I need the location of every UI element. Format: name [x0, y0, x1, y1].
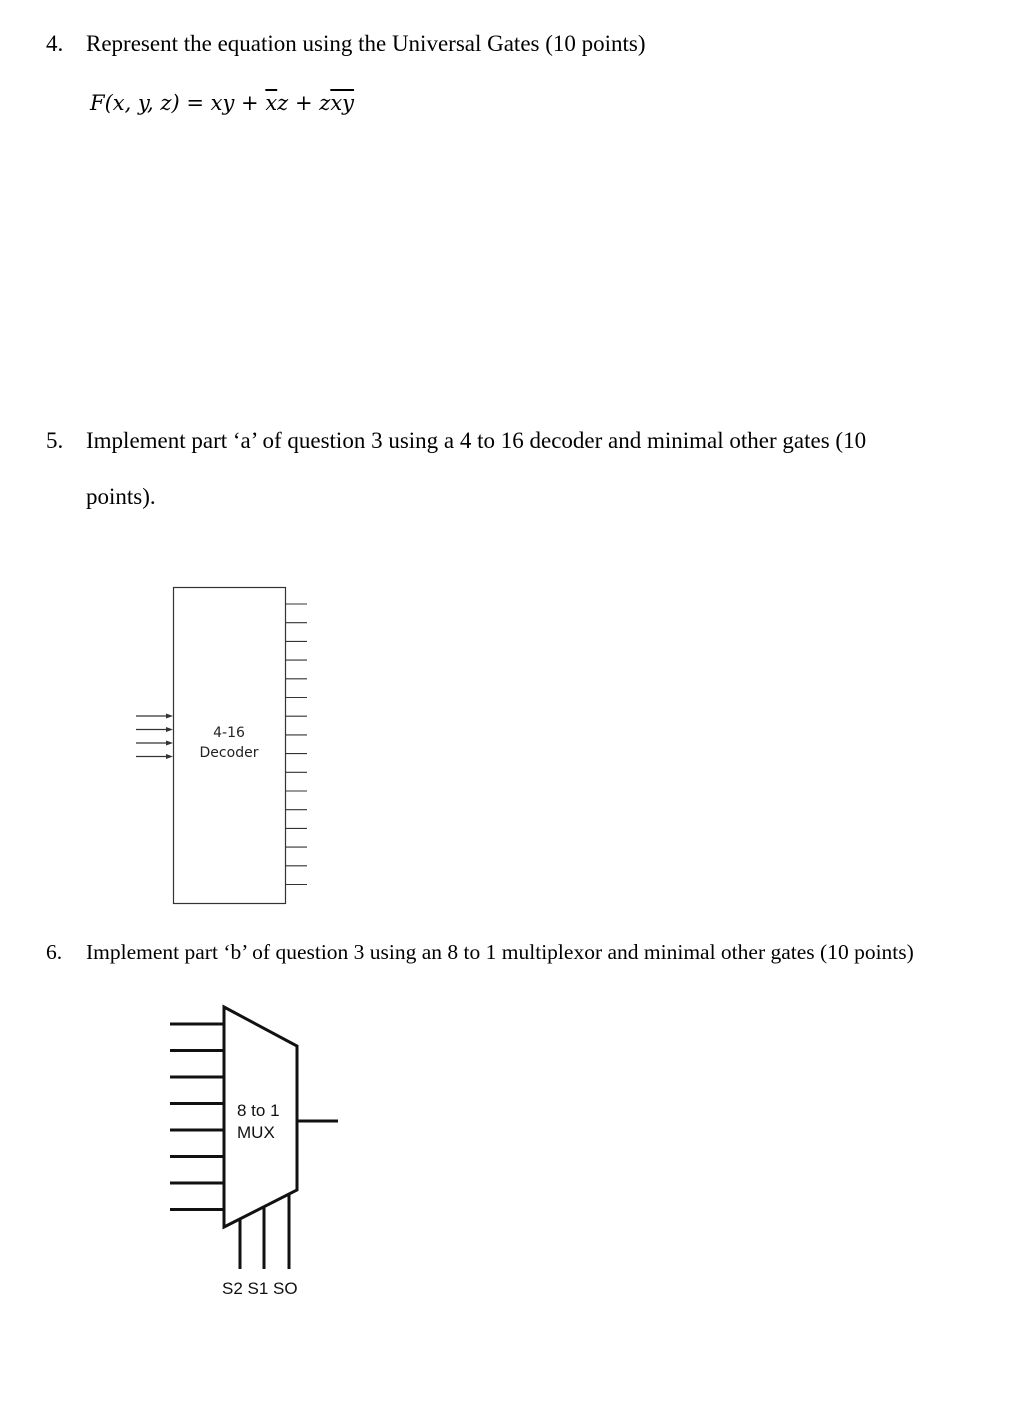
- equation-term-3: [319, 91, 354, 115]
- decoder-output-lines: [286, 604, 308, 885]
- equation-term-2: [265, 91, 288, 115]
- decoder-input-lines: [136, 714, 173, 760]
- mux-select-labels: S2 S1 SO: [222, 1279, 298, 1298]
- question-5-number: 5.: [46, 428, 64, 453]
- question-6-text: Implement part ‘b’ of question 3 using an 8 to 1 multiplexor and minimal other gates (10 points): [86, 940, 914, 964]
- mux-label-line2: MUX: [237, 1123, 275, 1142]
- question-4-number: 4.: [46, 31, 64, 56]
- decoder-input-arrow: [166, 714, 173, 719]
- decoder-label-line1: 4-16: [213, 725, 245, 741]
- equation-term-2-rest: z: [277, 91, 289, 115]
- equation-term-3-bar: $\overline{xy}$: [330, 91, 355, 115]
- decoder-label-line2: Decoder: [199, 745, 259, 761]
- question-6-number: 6.: [46, 940, 63, 964]
- question-5-text-line1: Implement part ‘a’ of question 3 using a 4 to 16 decoder and minimal other gates (10: [86, 428, 867, 453]
- equation: [90, 91, 354, 115]
- decoder-input-arrow: [166, 727, 173, 732]
- question-4-text: Represent the equation using the Universal Gates (10 points): [86, 31, 646, 56]
- decoder-input-arrow: [166, 754, 173, 759]
- decoder-input-arrow: [166, 741, 173, 746]
- decoder-label: [174, 723, 284, 763]
- equation-plus-1: +: [241, 91, 259, 115]
- equation-equals: =: [186, 91, 204, 115]
- equation-term-3-pre: z: [319, 91, 331, 115]
- equation-term-2-bar: $\overline{x}$: [265, 91, 278, 115]
- equation-lhs: F(x, y, z): [90, 91, 180, 115]
- equation-plus-2: +: [294, 91, 313, 115]
- mux-label-line1: 8 to 1: [237, 1101, 280, 1120]
- mux-input-lines: [170, 1024, 224, 1210]
- mux-label: [237, 1100, 280, 1144]
- question-5-text-line2: points).: [86, 484, 156, 509]
- equation-term-1: xy: [210, 91, 235, 115]
